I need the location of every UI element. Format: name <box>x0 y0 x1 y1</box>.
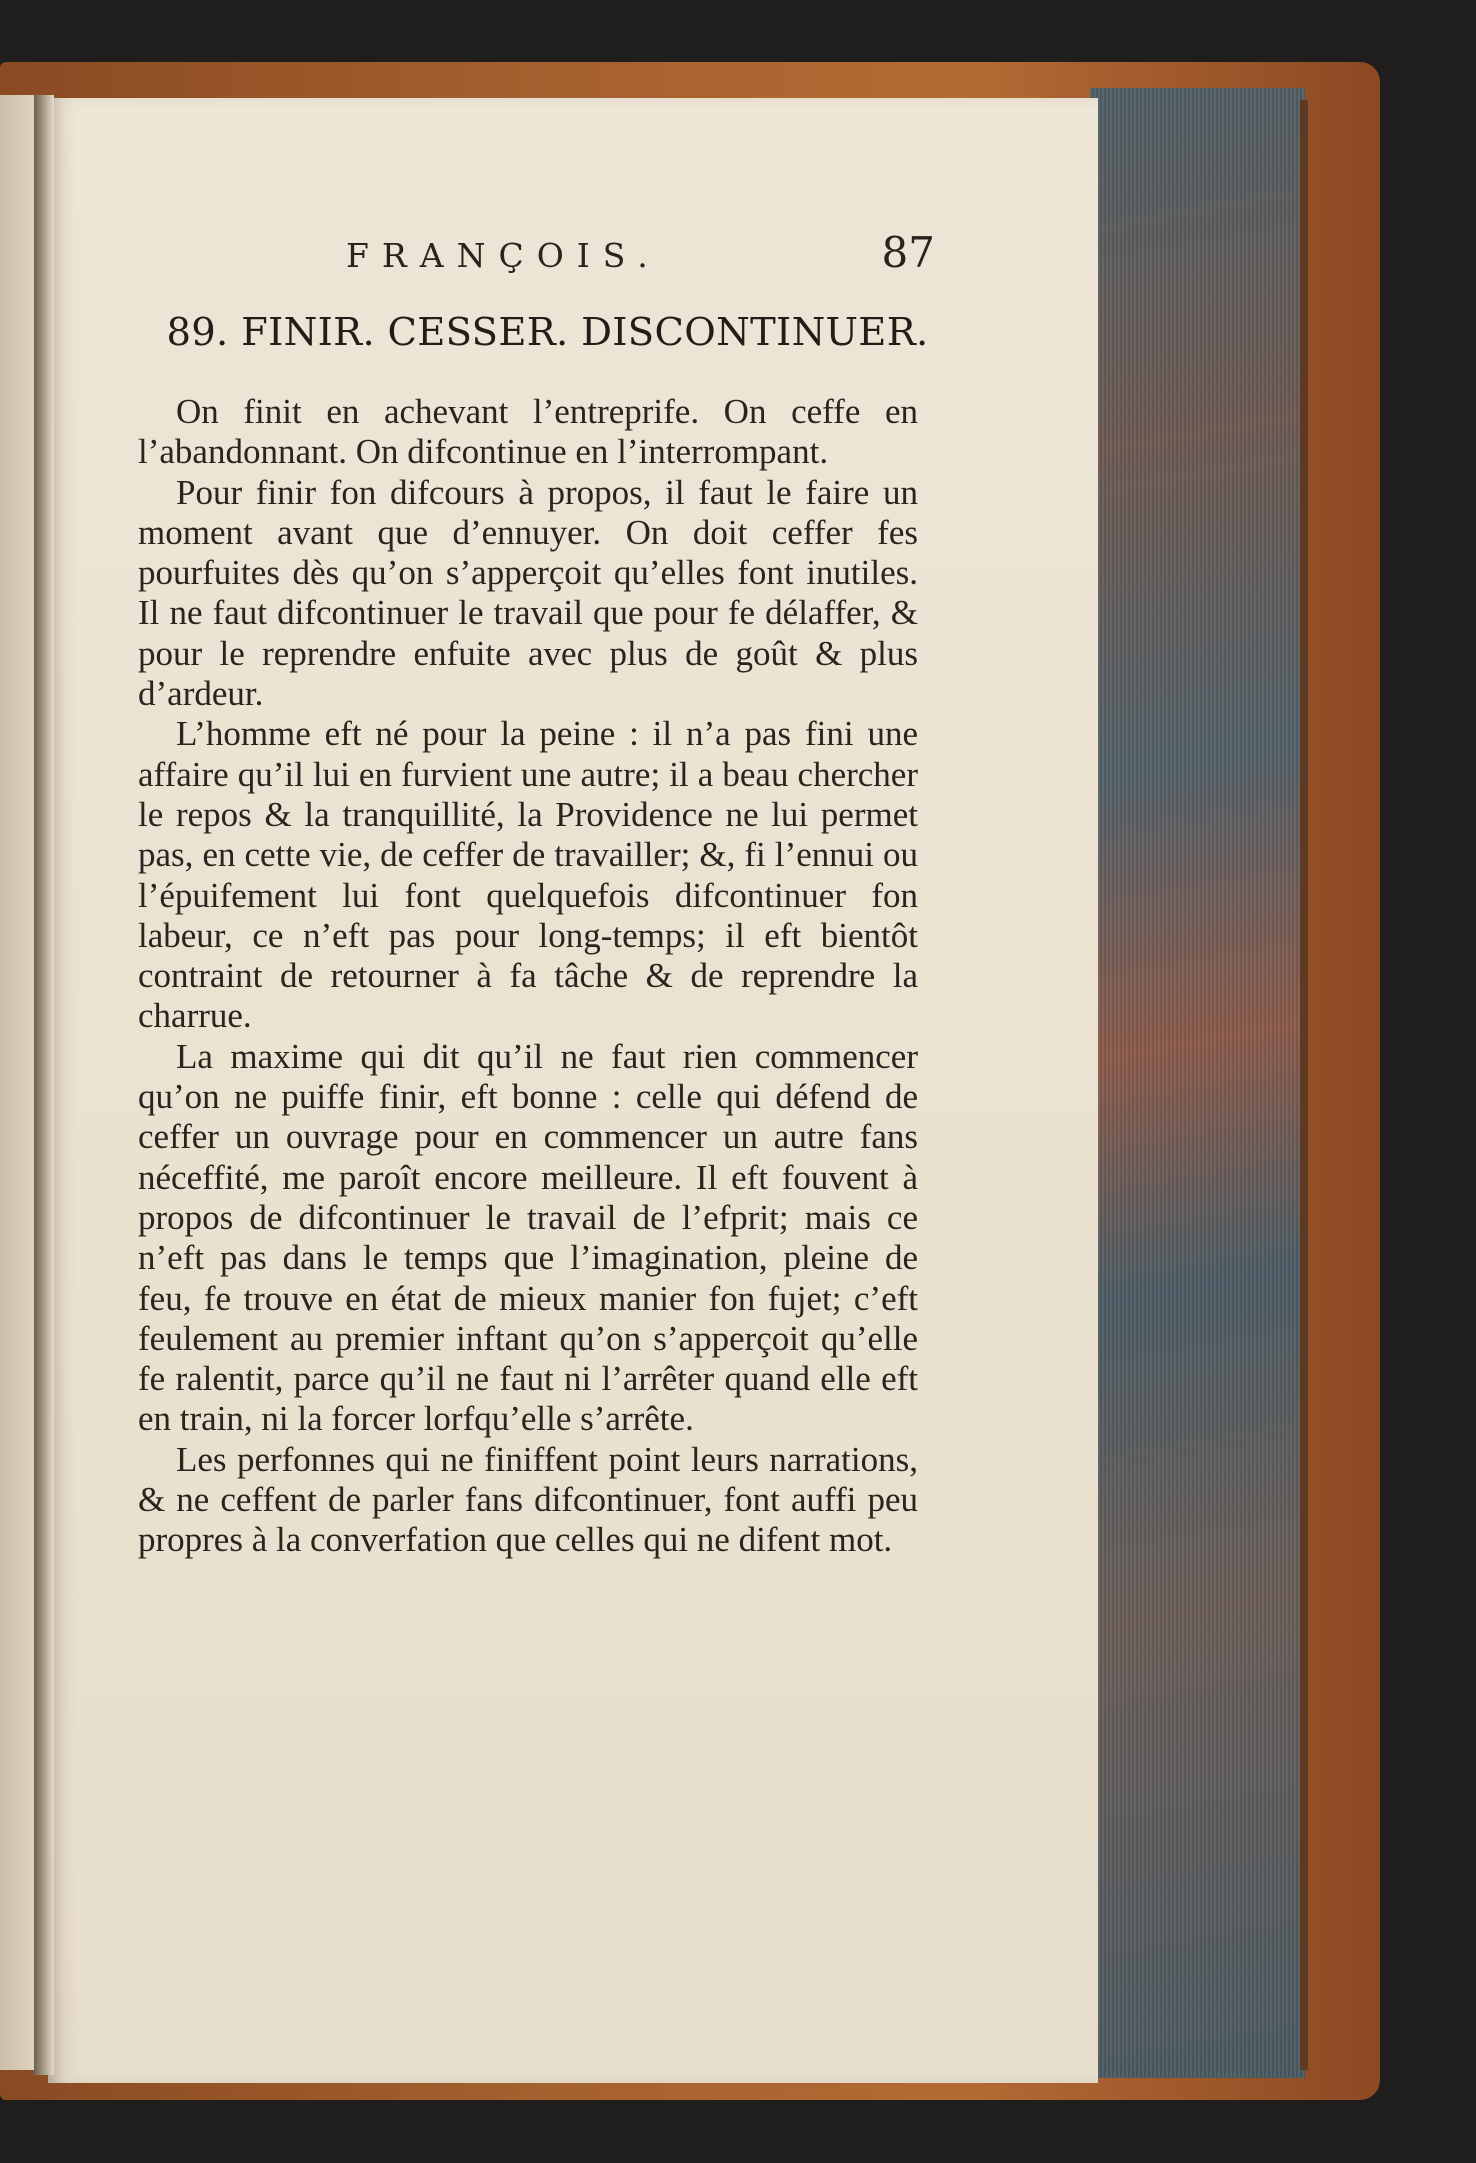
page-number: 87 <box>881 228 935 277</box>
paragraph: L’homme eft né pour la peine : il n’a pas fini une affaire qu’il lui en furvient une autre; il a beau chercher le repos & la tranquillité, la Providence ne lui permet pas, en cette vie, de ceffer de travailler; &, fi l’ennui ou l’épuifement lui font quelquefois difcontinuer fon labeur, ce n’eft pas pour long-temps; il eft bientôt contraint de retourner à fa tâche & de reprendre la charrue. <box>138 714 918 1036</box>
running-head <box>160 228 935 288</box>
paragraph: Les perfonnes qui ne finiffent point leurs narrations, & ne ceffent de parler fans difcontinuer, font auffi peu propres à la converfation que celles qui ne difent mot. <box>138 1439 918 1560</box>
running-title: FRANÇOIS. <box>346 236 661 275</box>
page-gutter <box>34 95 54 2075</box>
cover-spine-edge <box>1300 100 1308 2070</box>
paragraph: La maxime qui dit qu’il ne faut rien commencer qu’on ne puiffe finir, eft bonne : celle qui défend de ceffer un ouvrage pour en commencer un autre fans néceffité, me paroît encore meilleure. Il eft fouvent à propos de difcontinuer le travail de l’efprit; mais ce n’eft pas dans le temps que l’imagination, pleine de feu, fe trouve en état de mieux manier fon fujet; c’eft feulement au premier inftant qu’on s’apperçoit qu’elle fe ralentit, parce qu’il ne faut ni l’arrêter quand elle eft en train, ni la forcer lorfqu’elle s’arrête. <box>138 1036 918 1439</box>
body-text <box>138 392 918 1561</box>
page-edges <box>1090 88 1305 2078</box>
paragraph: On finit en achevant l’entreprife. On ceffe en l’abandonnant. On difcontinue en l’interrompant. <box>138 392 918 472</box>
article-title: 89. FINIR. CESSER. DISCONTINUER. <box>166 310 929 355</box>
paragraph: Pour finir fon difcours à propos, il faut le faire un moment avant que d’ennuyer. On doit ceffer fes pourfuites dès qu’on s’apperçoit qu’elles font inutiles. Il ne faut difcontinuer le travail que pour fe délaffer, & pour le reprendre enfuite avec plus de goût & plus d’ardeur. <box>138 472 918 714</box>
